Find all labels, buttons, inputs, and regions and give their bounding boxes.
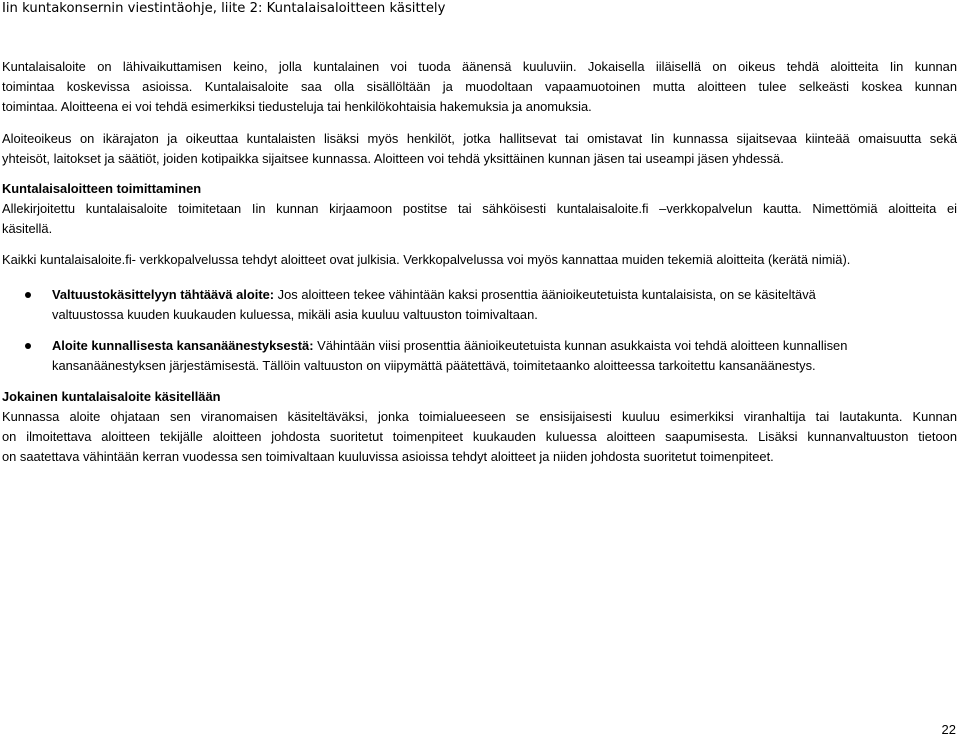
public-line: Kaikki kuntalaisaloite.fi- verkkopalvelussa tehdyt aloitteet ovat julkisia. Verkkopalvelussa voi myös kannattaa muiden tekemiä aloitteita (kerätä nimiä). xyxy=(2,252,851,267)
bullet-label: Valtuustokäsittelyyn tähtäävä aloite: xyxy=(52,287,275,302)
bullet-text: valtuustossa kuuden kuukauden kuluessa, mikäli asia kuuluu valtuuston toimivaltaan. xyxy=(52,307,538,322)
bullet-icon xyxy=(25,292,31,298)
bullet-item xyxy=(25,285,955,325)
rights-line: Aloiteoikeus on ikärajaton ja oikeuttaa kuntalaisten lisäksi myös henkilöt, jotka hallitsevat tai omistavat Iin kunnassa sijaitsevaa kiinteää omaisuutta sekä xyxy=(2,131,957,146)
handling-line: on ilmoitettava aloitteen tekijälle aloitteen johdosta suoritetut toimenpiteet kuukauden kuluessa aloitteen saapumisesta. Lisäksi kunnanvaltuuston tietoon xyxy=(2,429,957,444)
section-heading: Jokainen kuntalaisaloite käsitellään xyxy=(2,389,221,404)
public-initiatives-paragraph xyxy=(2,250,957,270)
bullet-text: kansanäänestyksen järjestämisestä. Tällöin valtuuston on viipymättä päätettävä, toimitetaanko aloitteessa tarkoitettu kansanäänestys. xyxy=(52,358,816,373)
intro-line: Kuntalaisaloite on lähivaikuttamisen keino, jolla kuntalainen voi tuoda äänensä kuuluviin. Jokaisella iiläisellä on oikeus tehdä aloitteita Iin kunnan xyxy=(2,59,957,74)
intro-line: toimintaa. Aloitteena ei voi tehdä esimerkiksi tiedusteluja tai henkilökohtaisia hakemuksia ja anomuksia. xyxy=(2,99,592,114)
bullet-text: Jos aloitteen tekee vähintään kaksi prosenttia äänioikeutetuista kuntalaisista, on se käsiteltävä xyxy=(274,287,816,302)
intro-paragraph xyxy=(2,57,957,117)
bullet-item xyxy=(25,336,955,376)
bullet-icon xyxy=(25,343,31,349)
section-heading: Kuntalaisaloitteen toimittaminen xyxy=(2,181,202,196)
submission-section xyxy=(2,179,957,239)
bullet-label: Aloite kunnallisesta kansanäänestyksestä: xyxy=(52,338,314,353)
handling-line: Kunnassa aloite ohjataan sen viranomaisen käsiteltäväksi, jonka toimialueeseen se ensisijaisesti kuuluu esimerkiksi viranhaltija tai lautakunta. Kunnan xyxy=(2,409,957,424)
handling-line: on saatettava vähintään kerran vuodessa sen toimivaltaan kuuluvissa asioissa tehdyt aloitteet ja niiden johdosta suoritetut toimenpiteet. xyxy=(2,449,774,464)
submission-line: Allekirjoitettu kuntalaisaloite toimitetaan Iin kunnan kirjaamoon postitse tai sähköisesti kuntalaisaloite.fi –verkkopalvelun kautta. Nimettömiä aloitteita ei xyxy=(2,201,957,216)
rights-line: yhteisöt, laitokset ja säätiöt, joiden kotipaikka sijaitsee kunnassa. Aloitteen voi tehdä yksittäinen kunnan jäsen tai useampi jäsen yhdessä. xyxy=(2,151,784,166)
submission-line: käsitellä. xyxy=(2,221,53,236)
bullet-text: Vähintään viisi prosenttia äänioikeutetuista kunnan asukkaista voi tehdä aloitteen kunnallisen xyxy=(313,338,848,353)
handling-section xyxy=(2,387,957,467)
document-header: Iin kuntakonsernin viestintäohje, liite 2: Kuntalaisaloitteen käsittely xyxy=(2,1,446,16)
intro-line: toimintaa koskevissa asioissa. Kuntalaisaloite saa olla sisällöltään ja muodoltaan vapaamuotoinen mutta aloitteen tulee selkeästi koskea kunnan xyxy=(2,79,957,94)
rights-paragraph xyxy=(2,129,957,169)
page-number: 22 xyxy=(941,722,956,737)
